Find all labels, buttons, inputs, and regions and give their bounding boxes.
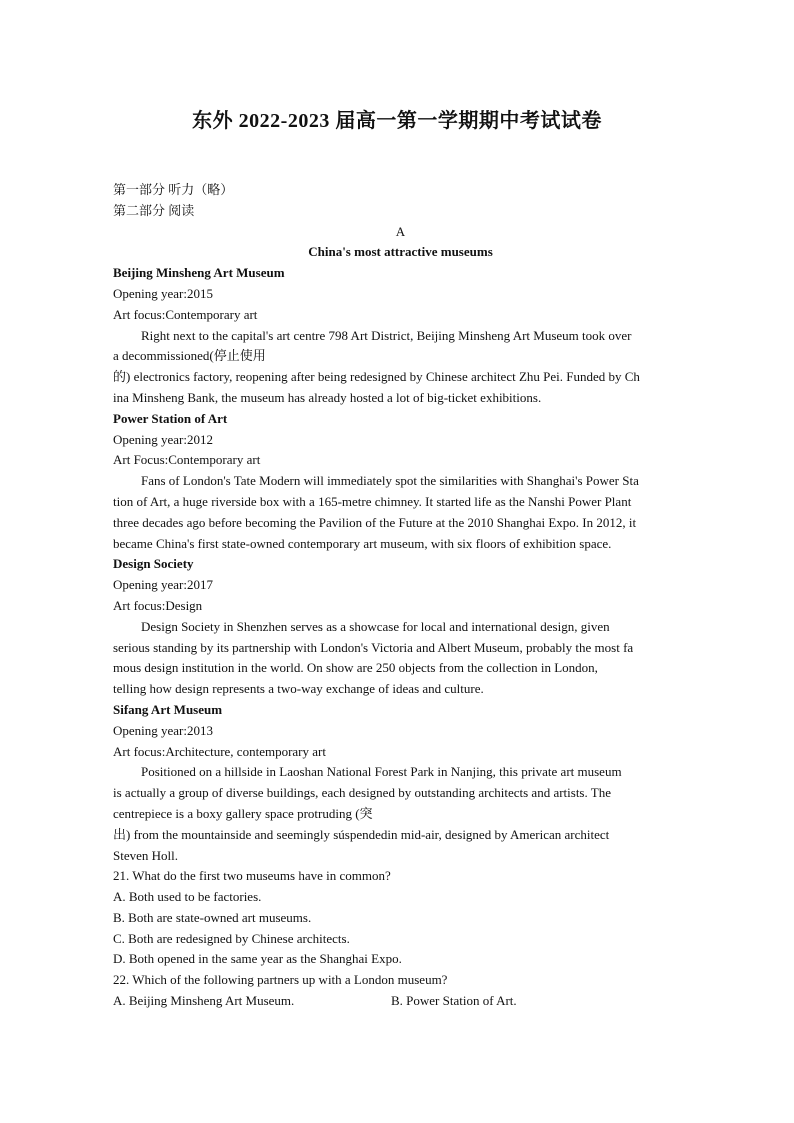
museum-art-focus: Art Focus:Contemporary art: [113, 452, 261, 468]
museum-opening-year: Opening year:2012: [113, 431, 214, 447]
passage-heading: China's most attractive museums: [308, 244, 493, 260]
question-stem: 22. Which of the following partners up with a London museum?: [113, 972, 448, 988]
museum-text-line: Positioned on a hillside in Laoshan National Forest Park in Nanjing, this private art museum: [141, 764, 622, 780]
question-options-row: [113, 991, 688, 1012]
document-body: [113, 180, 688, 1012]
museum-text-line: three decades ago before becoming the Pavilion of the Future at the 2010 Shanghai Expo. In 2012, it: [113, 514, 637, 530]
museum-text-line: 的) electronics factory, reopening after being redesigned by Chinese architect Zhu Pei. Funded by Ch: [113, 369, 640, 385]
question-option: A. Both used to be factories.: [113, 889, 262, 905]
part2-heading: 第二部分 阅读: [113, 202, 195, 218]
passage-label: A: [395, 223, 406, 239]
museum-name: Beijing Minsheng Art Museum: [113, 265, 285, 281]
question-stem: 21. What do the first two museums have in common?: [113, 868, 391, 884]
museum-text-line: Right next to the capital's art centre 798 Art District, Beijing Minsheng Art Museum took over: [141, 327, 632, 343]
museum-opening-year: Opening year:2013: [113, 722, 214, 738]
museum-text-line: mous design institution in the world. On show are 250 objects from the collection in London,: [113, 660, 598, 676]
museum-art-focus: Art focus:Architecture, contemporary art: [113, 743, 326, 759]
question-option: D. Both opened in the same year as the Shanghai Expo.: [113, 951, 402, 967]
question-option: C. Both are redesigned by Chinese architects.: [113, 930, 350, 946]
question-option: B. Both are state-owned art museums.: [113, 909, 312, 925]
museum-text-line: Steven Holl.: [113, 847, 178, 863]
museum-text-line: serious standing by its partnership with London's Victoria and Albert Museum, probably the most fa: [113, 639, 634, 655]
museum-art-focus: Art focus:Contemporary art: [113, 306, 258, 322]
museum-text-line: 出) from the mountainside and seemingly súspendedin mid-air, designed by American architect: [113, 826, 610, 842]
museum-art-focus: Art focus:Design: [113, 597, 203, 613]
museum-text-line: tion of Art, a huge riverside box with a 165-metre chimney. It started life as the Nanshi Power Plant: [113, 493, 632, 509]
part1-heading: 第一部分 听力（略）: [113, 182, 234, 197]
museum-text-line: is actually a group of diverse buildings, each designed by outstanding architects and artists. The: [113, 785, 611, 801]
exam-title: 东外 2022-2023 届高一第一学期期中考试试卷: [192, 110, 602, 132]
museum-text-line: centrepiece is a boxy gallery space protruding (突: [113, 805, 373, 821]
museum-text-line: a decommissioned(停止使用: [113, 348, 266, 364]
museum-text-line: Design Society in Shenzhen serves as a showcase for local and international design, given: [141, 618, 610, 634]
museum-opening-year: Opening year:2015: [113, 285, 214, 301]
museum-text-line: ina Minsheng Bank, the museum has already hosted a lot of big-ticket exhibitions.: [113, 389, 542, 405]
museum-opening-year: Opening year:2017: [113, 577, 214, 593]
question-option: B. Power Station of Art.: [391, 993, 517, 1009]
museum-text-line: became China's first state-owned contemporary art museum, with six floors of exhibition space.: [113, 535, 612, 551]
question-option: A. Beijing Minsheng Art Museum.: [113, 993, 295, 1009]
museum-name: Power Station of Art: [113, 410, 228, 426]
museum-name: Design Society: [113, 556, 194, 572]
museum-name: Sifang Art Museum: [113, 701, 223, 717]
museum-text-line: telling how design represents a two-way exchange of ideas and culture.: [113, 681, 484, 697]
museum-text-line: Fans of London's Tate Modern will immediately spot the similarities with Shanghai's Power Sta: [141, 473, 639, 489]
